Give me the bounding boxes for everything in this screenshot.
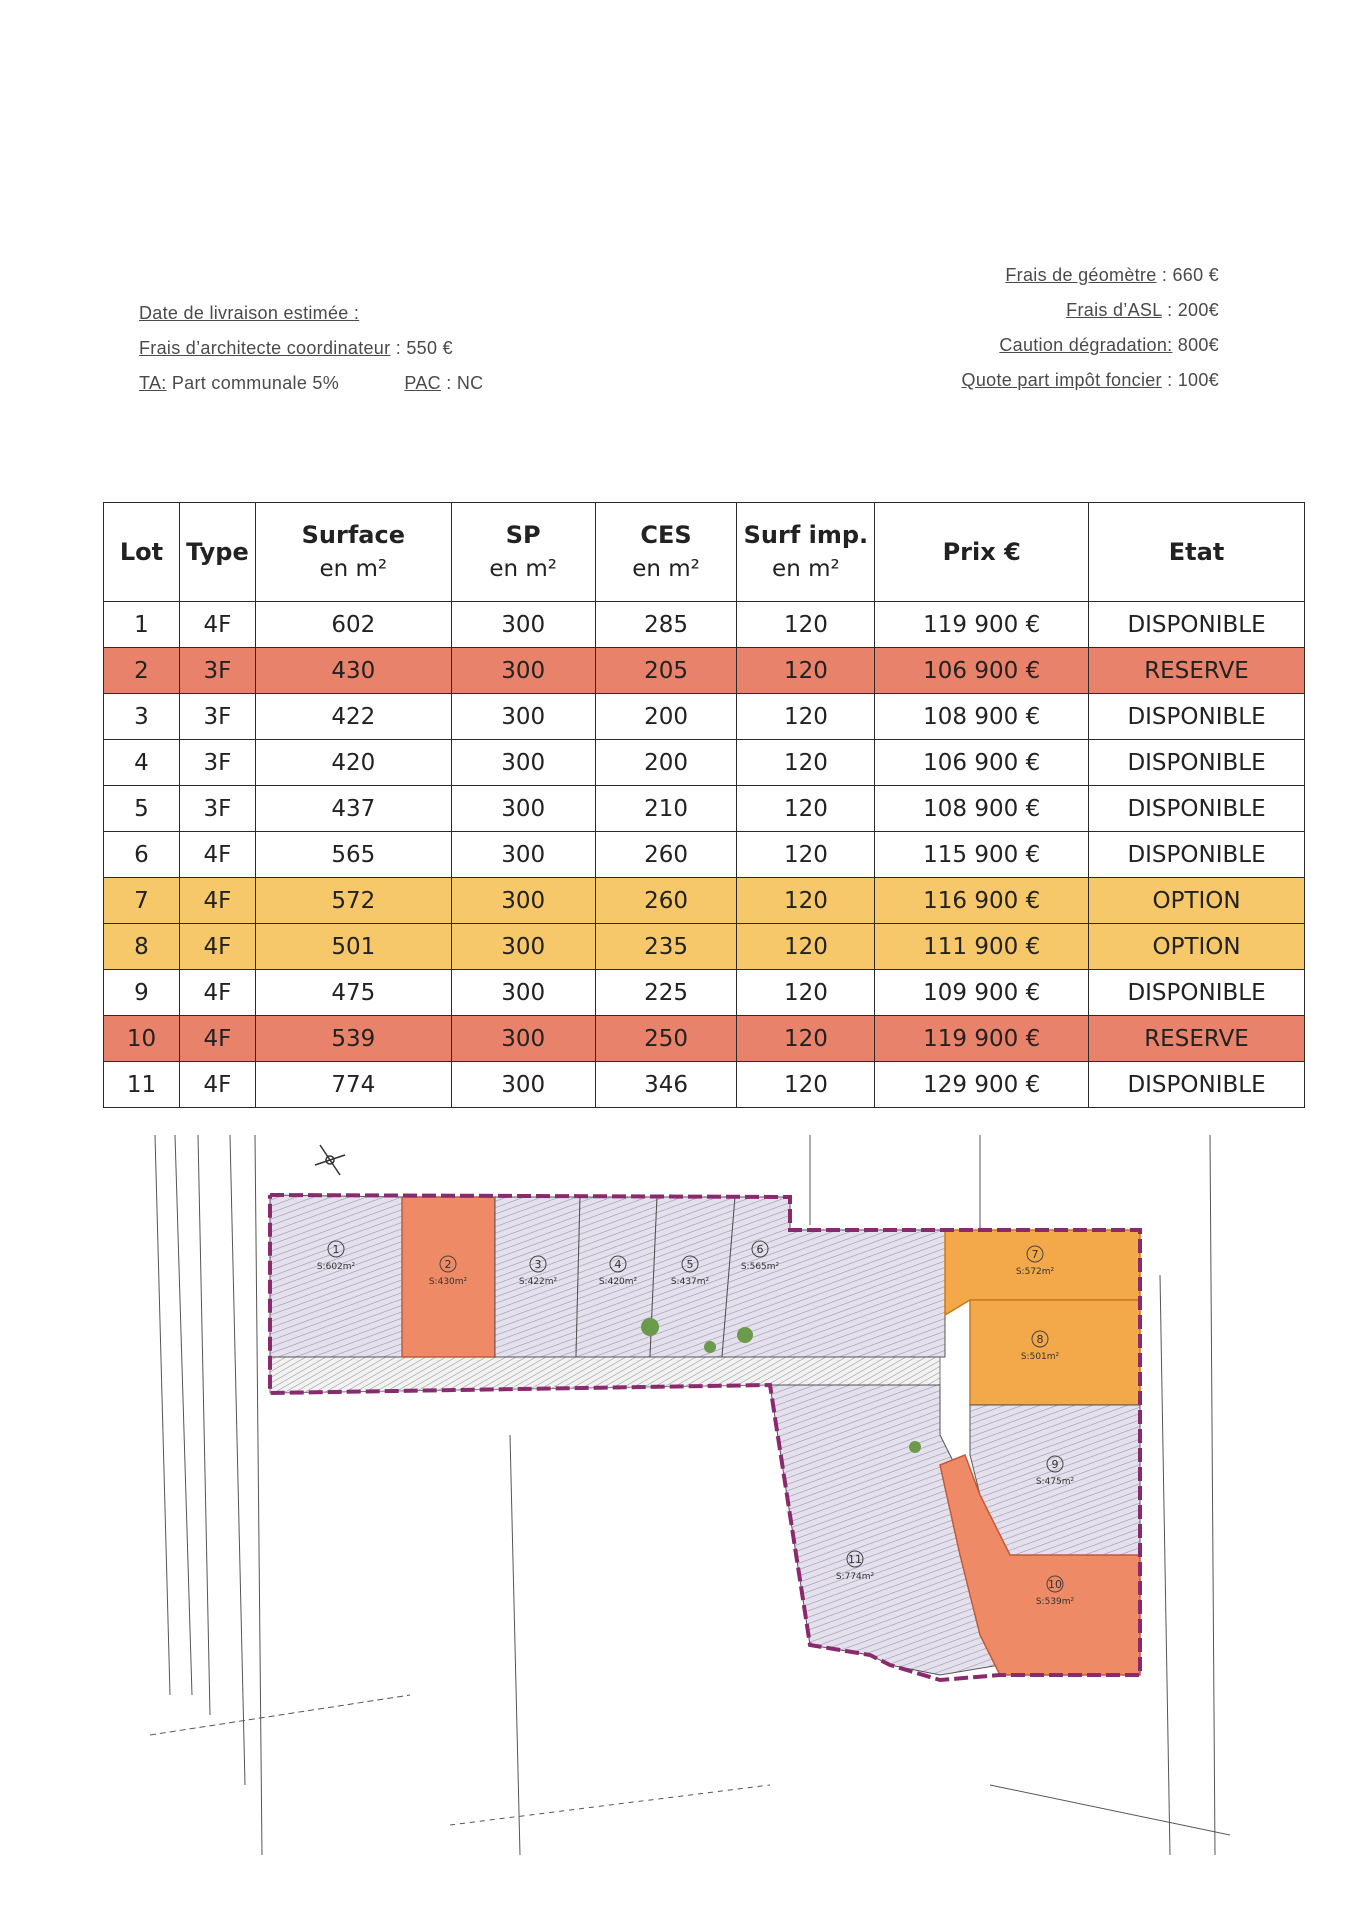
cell-lot: 10: [104, 1016, 180, 1062]
plan-lot-number: 8: [1036, 1333, 1044, 1346]
plan-lot-1: [270, 1195, 402, 1357]
cell-lot: 6: [104, 832, 180, 878]
cell-etat: DISPONIBLE: [1089, 740, 1305, 786]
table-row: [104, 648, 1305, 694]
plan-lot-number: 1: [332, 1243, 340, 1256]
cell-etat: DISPONIBLE: [1089, 602, 1305, 648]
table-row: [104, 924, 1305, 970]
plan-lot-area: S:774m²: [835, 1572, 875, 1582]
cell-imp: 120: [737, 694, 875, 740]
cell-etat: RESERVE: [1089, 1016, 1305, 1062]
cell-ces: 235: [595, 924, 737, 970]
cell-surface: 572: [255, 878, 451, 924]
cell-imp: 120: [737, 786, 875, 832]
cell-surface: 501: [255, 924, 451, 970]
cell-ces: 260: [595, 832, 737, 878]
plan-lot-area: S:475m²: [1035, 1477, 1075, 1487]
cell-surface: 437: [255, 786, 451, 832]
geometre-fee-label: Frais de géomètre: [1005, 265, 1157, 285]
table-row: [104, 1016, 1305, 1062]
table-row: [104, 970, 1305, 1016]
cell-sp: 300: [451, 832, 595, 878]
cell-sp: 300: [451, 1062, 595, 1108]
plan-lot-area: S:437m²: [670, 1277, 710, 1287]
plan-lot-number: 3: [534, 1258, 542, 1271]
ta-label: TA:: [139, 373, 167, 393]
delivery-date-line: [139, 296, 483, 331]
plan-lot-area: S:565m²: [740, 1262, 780, 1272]
header-prix: Prix €: [875, 503, 1089, 602]
cell-imp: 120: [737, 970, 875, 1016]
cell-sp: 300: [451, 602, 595, 648]
cell-sp: 300: [451, 878, 595, 924]
cell-ces: 200: [595, 694, 737, 740]
caution-value: 800€: [1172, 335, 1219, 355]
cell-etat: RESERVE: [1089, 648, 1305, 694]
cell-prix: 111 900 €: [875, 924, 1089, 970]
cell-etat: DISPONIBLE: [1089, 970, 1305, 1016]
plan-lot-area: S:501m²: [1020, 1352, 1060, 1362]
cell-imp: 120: [737, 924, 875, 970]
cell-type: 3F: [179, 740, 255, 786]
cell-prix: 119 900 €: [875, 1016, 1089, 1062]
cell-imp: 120: [737, 648, 875, 694]
header-etat: Etat: [1089, 503, 1305, 602]
asl-fee-line: [962, 293, 1219, 328]
cell-ces: 285: [595, 602, 737, 648]
cell-lot: 7: [104, 878, 180, 924]
plan-lot-area: S:420m²: [598, 1277, 638, 1287]
pac-value: : NC: [440, 373, 484, 393]
caution-line: [962, 328, 1219, 363]
cell-etat: DISPONIBLE: [1089, 786, 1305, 832]
plan-lot-number: 7: [1031, 1248, 1039, 1261]
cell-prix: 108 900 €: [875, 786, 1089, 832]
plan-lot-number: 10: [1048, 1578, 1062, 1591]
table-row: [104, 1062, 1305, 1108]
plan-lot-number: 11: [848, 1553, 862, 1566]
lots-table-body: [104, 602, 1305, 1108]
cell-surface: 430: [255, 648, 451, 694]
plan-lot-number: 9: [1051, 1458, 1059, 1471]
cell-surface: 420: [255, 740, 451, 786]
cell-surface: 539: [255, 1016, 451, 1062]
plan-lot-area: S:602m²: [316, 1262, 356, 1272]
cell-surface: 422: [255, 694, 451, 740]
cell-imp: 120: [737, 832, 875, 878]
cell-sp: 300: [451, 970, 595, 1016]
table-row: [104, 878, 1305, 924]
architect-fee-line: [139, 331, 483, 366]
header-sp: SP en m²: [451, 503, 595, 602]
impot-label: Quote part impôt foncier: [961, 370, 1162, 390]
table-row: [104, 602, 1305, 648]
table-row: [104, 786, 1305, 832]
cell-lot: 2: [104, 648, 180, 694]
header-left-info: [139, 296, 483, 401]
impot-value: : 100€: [1161, 370, 1219, 390]
cell-etat: DISPONIBLE: [1089, 1062, 1305, 1108]
cell-prix: 119 900 €: [875, 602, 1089, 648]
cell-prix: 115 900 €: [875, 832, 1089, 878]
table-row: [104, 694, 1305, 740]
header-right-info: [962, 258, 1219, 398]
cell-lot: 5: [104, 786, 180, 832]
cell-prix: 106 900 €: [875, 740, 1089, 786]
ta-value: Part communale 5%: [166, 373, 340, 393]
cell-prix: 106 900 €: [875, 648, 1089, 694]
cell-sp: 300: [451, 1016, 595, 1062]
cell-prix: 116 900 €: [875, 878, 1089, 924]
plan-lot-number: 6: [756, 1243, 764, 1256]
cell-etat: OPTION: [1089, 924, 1305, 970]
plan-lot-area: S:572m²: [1015, 1267, 1055, 1277]
architect-fee-label: Frais d’architecte coordinateur: [139, 338, 391, 358]
architect-fee-value: : 550 €: [390, 338, 453, 358]
table-row: [104, 832, 1305, 878]
cell-type: 4F: [179, 832, 255, 878]
plan-lot-6: [722, 1197, 945, 1357]
header-surf-imp: Surf imp. en m²: [737, 503, 875, 602]
cell-ces: 346: [595, 1062, 737, 1108]
cell-lot: 1: [104, 602, 180, 648]
site-plan: [150, 1135, 1230, 1855]
cell-sp: 300: [451, 786, 595, 832]
cell-surface: 475: [255, 970, 451, 1016]
cell-surface: 602: [255, 602, 451, 648]
cell-sp: 300: [451, 924, 595, 970]
table-header-row: [104, 503, 1305, 602]
cell-ces: 205: [595, 648, 737, 694]
cell-surface: 774: [255, 1062, 451, 1108]
asl-fee-label: Frais d’ASL: [1066, 300, 1162, 320]
plan-lot-area: S:430m²: [428, 1277, 468, 1287]
plan-lot-number: 2: [444, 1258, 452, 1271]
cell-lot: 9: [104, 970, 180, 1016]
cell-type: 4F: [179, 602, 255, 648]
cell-sp: 300: [451, 648, 595, 694]
plan-lot-area: S:422m²: [518, 1277, 558, 1287]
cell-lot: 8: [104, 924, 180, 970]
cell-sp: 300: [451, 694, 595, 740]
lots-table: [103, 502, 1305, 1108]
cell-type: 3F: [179, 694, 255, 740]
header-ces: CES en m²: [595, 503, 737, 602]
impot-line: [962, 363, 1219, 398]
asl-fee-value: : 200€: [1161, 300, 1219, 320]
cell-type: 4F: [179, 878, 255, 924]
cell-imp: 120: [737, 1016, 875, 1062]
cell-etat: DISPONIBLE: [1089, 694, 1305, 740]
cell-type: 4F: [179, 924, 255, 970]
cell-ces: 250: [595, 1016, 737, 1062]
cell-prix: 108 900 €: [875, 694, 1089, 740]
cell-etat: DISPONIBLE: [1089, 832, 1305, 878]
pac-label: PAC: [404, 373, 441, 393]
cell-surface: 565: [255, 832, 451, 878]
cell-lot: 11: [104, 1062, 180, 1108]
cell-sp: 300: [451, 740, 595, 786]
header-type: Type: [179, 503, 255, 602]
cell-ces: 260: [595, 878, 737, 924]
cell-type: 3F: [179, 786, 255, 832]
plan-lot-number: 4: [614, 1258, 622, 1271]
cell-imp: 120: [737, 1062, 875, 1108]
geometre-fee-value: : 660 €: [1156, 265, 1219, 285]
cell-imp: 120: [737, 878, 875, 924]
cell-type: 3F: [179, 648, 255, 694]
cell-ces: 200: [595, 740, 737, 786]
cell-imp: 120: [737, 740, 875, 786]
compass-icon: [315, 1145, 345, 1175]
cell-prix: 109 900 €: [875, 970, 1089, 1016]
cell-lot: 4: [104, 740, 180, 786]
header-surface: Surface en m²: [255, 503, 451, 602]
table-row: [104, 740, 1305, 786]
cell-prix: 129 900 €: [875, 1062, 1089, 1108]
cell-ces: 225: [595, 970, 737, 1016]
cell-type: 4F: [179, 970, 255, 1016]
cell-imp: 120: [737, 602, 875, 648]
cell-type: 4F: [179, 1016, 255, 1062]
delivery-date-label: Date de livraison estimée :: [139, 303, 360, 323]
cell-type: 4F: [179, 1062, 255, 1108]
header-lot: Lot: [104, 503, 180, 602]
cell-etat: OPTION: [1089, 878, 1305, 924]
plan-lot-area: S:539m²: [1035, 1597, 1075, 1607]
caution-label: Caution dégradation:: [999, 335, 1173, 355]
cell-ces: 210: [595, 786, 737, 832]
ta-pac-line: [139, 366, 483, 401]
plan-lot-number: 5: [686, 1258, 694, 1271]
cell-lot: 3: [104, 694, 180, 740]
geometre-fee-line: [962, 258, 1219, 293]
